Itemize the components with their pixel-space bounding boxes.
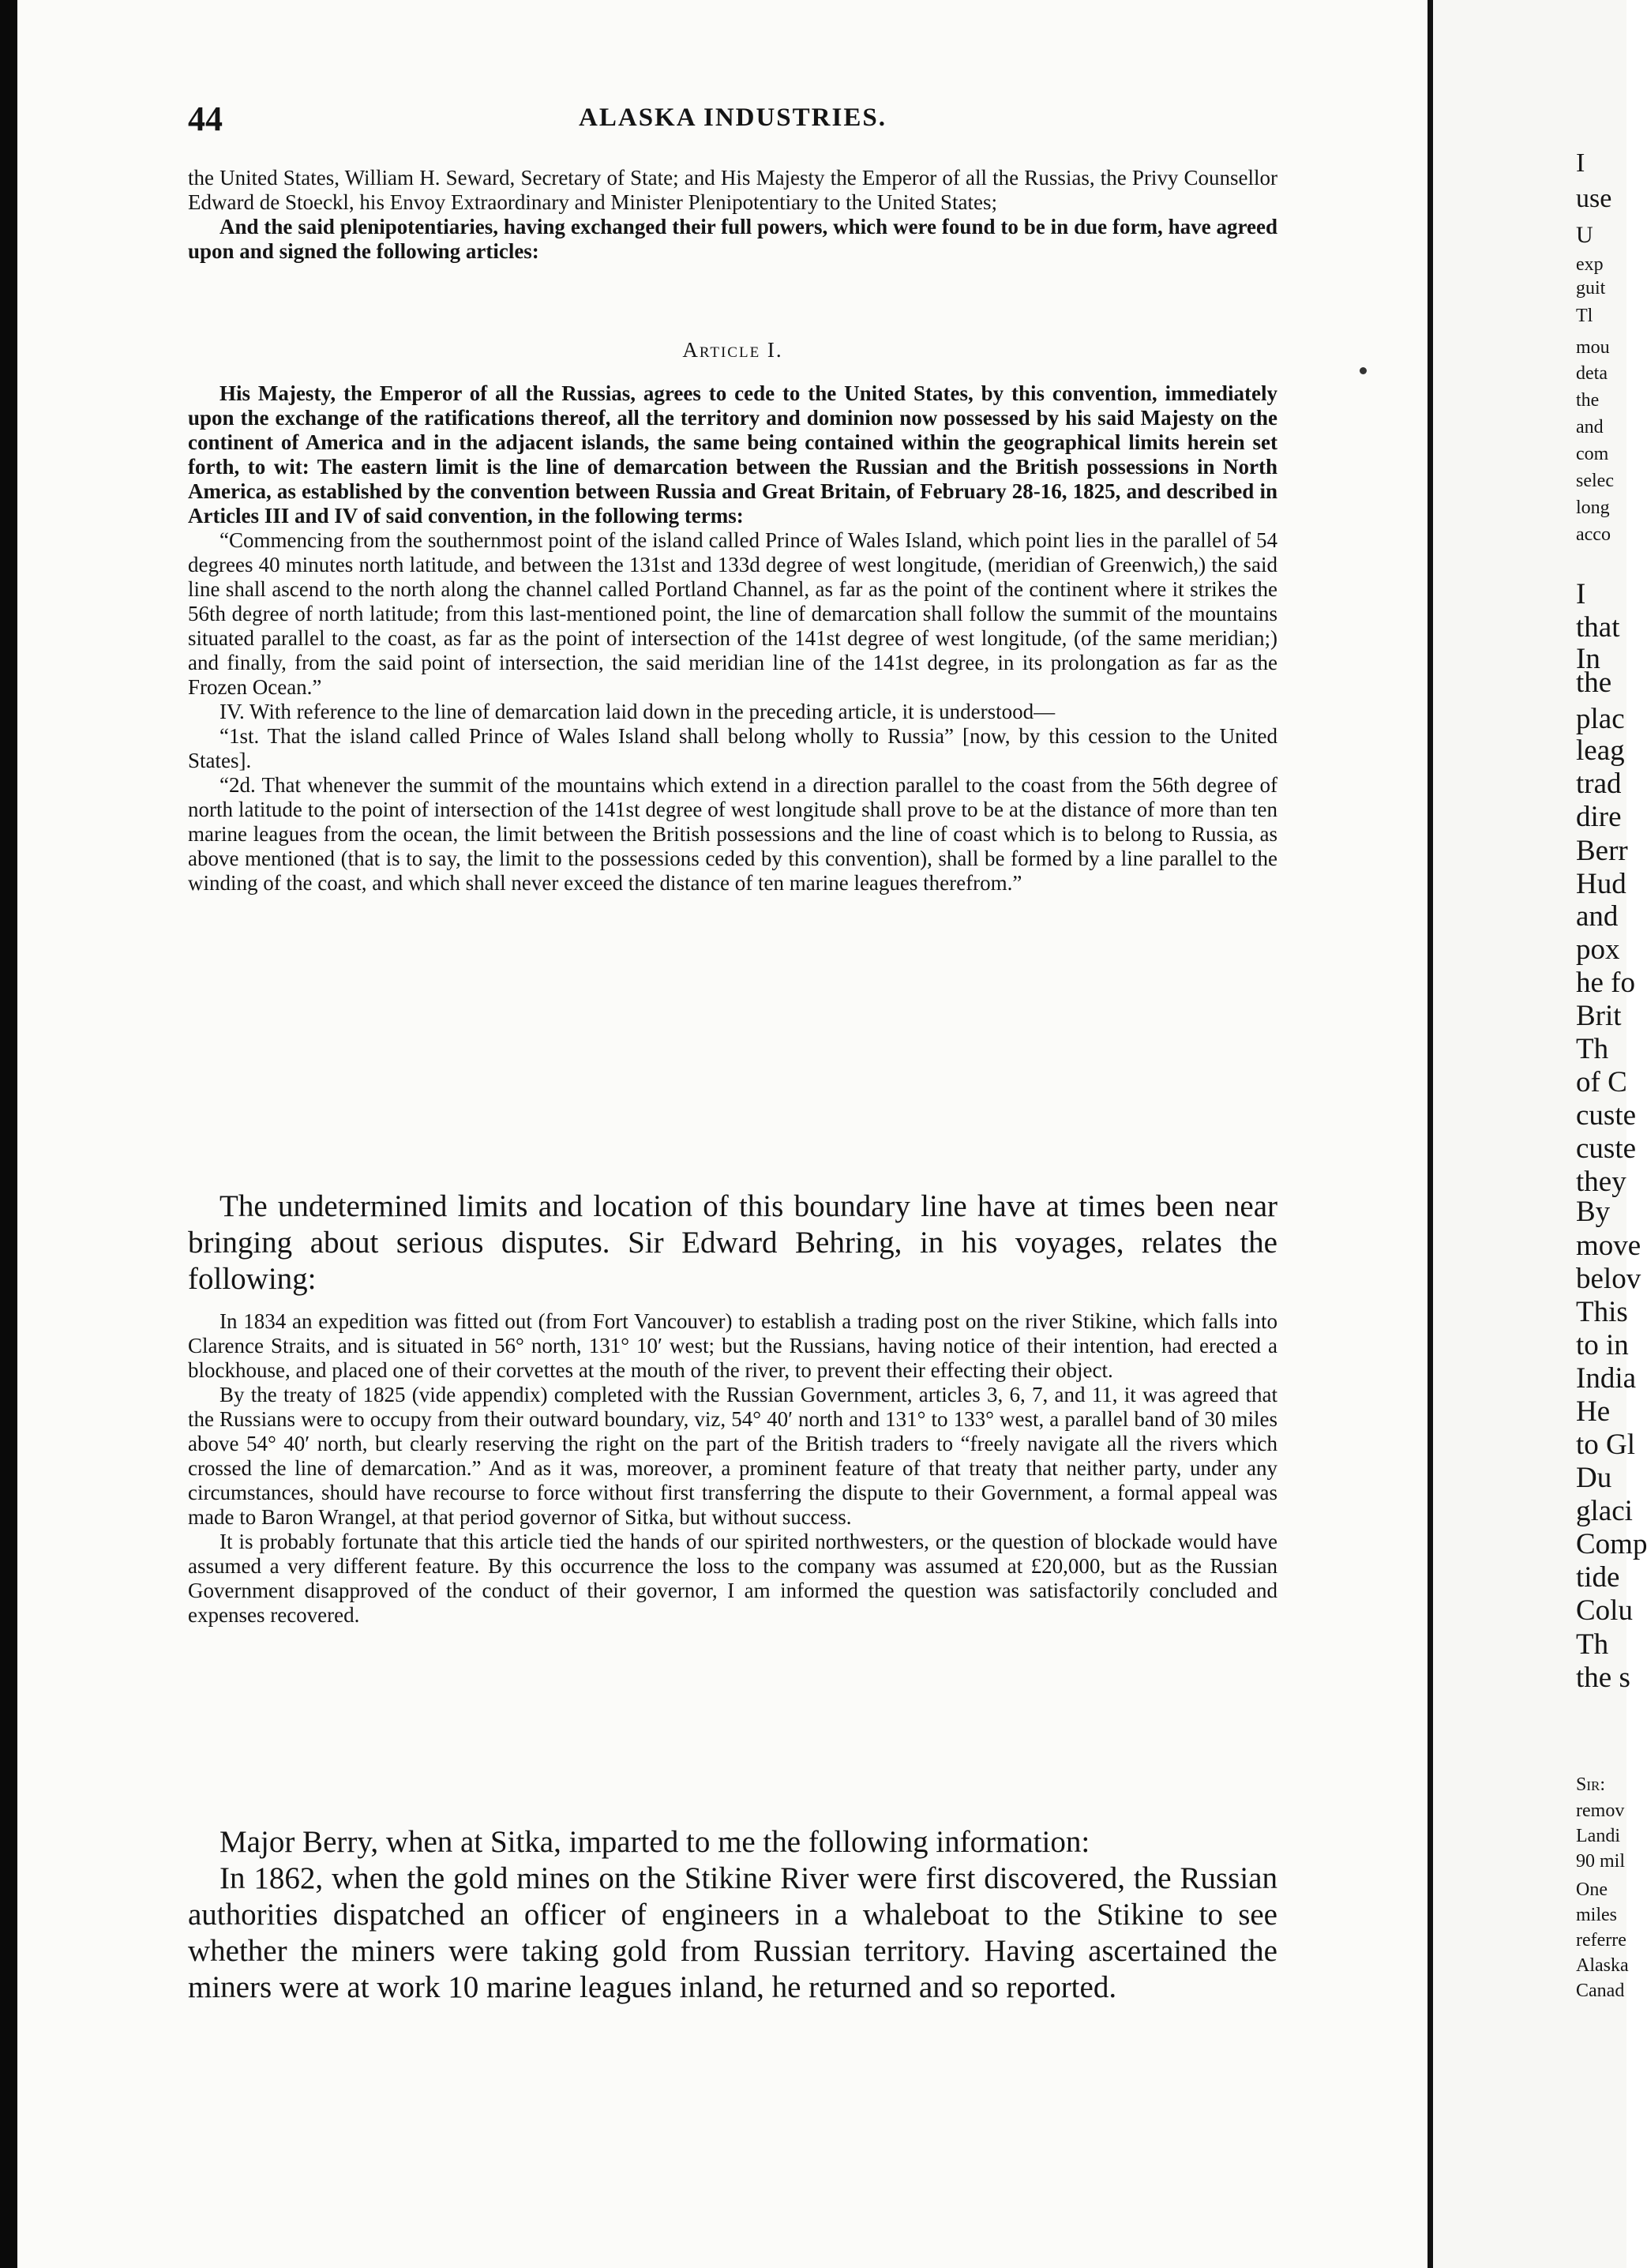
quote-paragraph: By the treaty of 1825 (vide appendix) completed with the Russian Government, articles 3, 6, 7, and 11, it was agreed that the Russians were to occupy from their outward boundary, viz, 54° 40′ north and 131° to 133° west, a parallel band of 30 miles above 54° 40′ north, but clearly reserving the right on the part of the British traders to “freely navigate all the rivers which crossed the line of demarcation.” And as it was, moreover, a prominent feature of that treaty that neither party, under any circumstances, should have recourse to force without first transferring the dispute to their Government, a formal appeal was made to Baron Wrangel, at that period governor of Sitka, but without success. [188, 1383, 1277, 1529]
fragment: the [1576, 667, 1612, 699]
article-title: Article I. [682, 338, 783, 362]
article-heading [188, 338, 1277, 362]
article-paragraph: “2d. That whenever the summit of the mountains which extend in a direction parallel to the coast from the 56th degree of north latitude to the point of intersection of the 141st degree of west longitude shall prove to be at the distance of more than ten marine leagues from the ocean, the limit between the British possessions and the line of coast which is to belong to Russia, as above mentioned (that is to say, the limit to the possessions ceded by this convention), shall be formed by a line parallel to the winding of the coast, and which shall never exceed the distance of ten marine leagues therefrom.” [188, 773, 1277, 895]
fragment: move [1576, 1230, 1641, 1262]
article-paragraph: “Commencing from the southernmost point of the island called Prince of Wales Island, which point lies in the parallel of 54 degrees 40 minutes north latitude, and between the 131st and 133d degree of west longitude, (meridian of Greenwich,) the said line shall ascend to the north along the channel called Portland Channel, as far as the point of the continent where it strikes the 56th degree of north latitude; from this last-mentioned point, the line of demarcation shall follow the summit of the mountains situated parallel to the coast, as far as the point of intersection of the 141st degree of west longitude, (of the same meridian;) and finally, from the said point of intersection, the said meridian line of the 141st degree, in its prolongation as far as the Frozen Ocean.” [188, 528, 1277, 699]
article-paragraph: His Majesty, the Emperor of all the Russias, agrees to cede to the United States, by this convention, immediately upon the exchange of the ratifications thereof, all the territory and dominion now possessed by his said Majesty on the continent of America and in the adjacent islands, the same being contained within the geographical limits herein set forth, to wit: The eastern limit is the line of demarcation between the Russian and the British possessions in North America, as established by the convention between Russia and Great Britain, of February 28-16, 1825, and described in Articles III and IV of said convention, in the following terms: [188, 381, 1277, 528]
fragment: This [1576, 1296, 1628, 1328]
fragment: I [1576, 578, 1586, 610]
book-gutter [1428, 0, 1433, 2268]
fragment: to in [1576, 1329, 1629, 1361]
fragment: custe [1576, 1099, 1637, 1132]
page-number: 44 [188, 100, 223, 138]
fragment: India [1576, 1362, 1637, 1395]
fragment: Sir: [1576, 1774, 1606, 1795]
fragment: custe [1576, 1132, 1637, 1165]
fragment: In [1576, 643, 1600, 675]
fragment: belov [1576, 1263, 1641, 1295]
fragment: guit [1576, 278, 1606, 299]
fragment: Alaska [1576, 1955, 1629, 1976]
fragment: Landi [1576, 1826, 1620, 1846]
fragment: miles [1576, 1905, 1617, 1925]
fragment: Berr [1576, 835, 1628, 867]
body-paragraph: Major Berry, when at Sitka, imparted to me the following information: [219, 1825, 1090, 1859]
intro-paragraph: the United States, William H. Seward, Secretary of State; and His Majesty the Emperor of all the Russias, the Privy Counsellor Edward de Stoeckl, his Envoy Extraordinary and Minister Plenipotentiary to the United States; [188, 166, 1277, 214]
fragment: exp [1576, 254, 1604, 275]
fragment: he fo [1576, 967, 1635, 999]
page-header [188, 99, 1277, 146]
fragment: Brit [1576, 1000, 1622, 1032]
fragment: and [1576, 417, 1604, 437]
intro-paragraph: And the said plenipotentiaries, having exchanged their full powers, which were found to be in due form, have agreed upon and signed the following articles: [188, 215, 1277, 263]
fragment: selec [1576, 471, 1614, 491]
fragment: Tl [1576, 306, 1593, 326]
fragment: Canad [1576, 1981, 1625, 2001]
behring-quote [188, 1309, 1277, 1628]
fragment: use [1576, 184, 1612, 213]
fragment: Th [1576, 1628, 1609, 1661]
fragment: deta [1576, 363, 1608, 384]
fragment: trad [1576, 768, 1622, 800]
fragment: Hud [1576, 868, 1626, 900]
article-paragraph: “1st. That the island called Prince of Wales Island shall belong wholly to Russia” [now, by this cession to the United States]. [188, 724, 1277, 772]
fragment: dire [1576, 801, 1622, 833]
fragment: the [1576, 390, 1600, 411]
fragment: Du [1576, 1462, 1612, 1494]
fragment: I [1576, 148, 1585, 178]
fragment: long [1576, 498, 1610, 518]
body-paragraph: In 1862, when the gold mines on the Stikine River were first discovered, the Russian authorities dispatched an officer of engineers in a whaleboat to the Stikine to see whether the miners were taking gold from Russian territory. Having ascertained the miners were at work 10 marine leagues inland, he returned and so reported. [188, 1861, 1277, 2004]
running-head: ALASKA INDUSTRIES. [579, 103, 887, 132]
fragment: 90 mil [1576, 1851, 1626, 1872]
fragment: pox [1576, 933, 1620, 966]
fragment: U [1576, 222, 1593, 248]
fragment: One [1576, 1879, 1608, 1900]
fragment: acco [1576, 524, 1611, 545]
fragment: remov [1576, 1801, 1625, 1821]
fragment: referre [1576, 1930, 1626, 1951]
quote-paragraph: In 1834 an expedition was fitted out (from Fort Vancouver) to establish a trading post on the river Stikine, which falls into Clarence Straits, and is situated in 56° north, 131° 10′ west; but the Russians, having notice of their intention, had erected a blockhouse, and placed one of their corvettes at the mouth of the river, to prevent their effecting their object. [188, 1309, 1277, 1382]
fragment: Th [1576, 1033, 1609, 1065]
body-text-1 [188, 1188, 1277, 1297]
fragment: plac [1576, 703, 1625, 735]
fragment: Comp [1576, 1528, 1647, 1560]
fragment: By [1576, 1196, 1611, 1228]
article-paragraph: IV. With reference to the line of demarcation laid down in the preceding article, it is understood— [219, 700, 1056, 723]
fragment: that [1576, 611, 1620, 644]
treaty-intro [188, 166, 1277, 264]
fragment: the s [1576, 1662, 1630, 1694]
fragment: mou [1576, 337, 1610, 358]
body-paragraph: The undetermined limits and location of this boundary line have at times been near bringing about serious disputes. Sir Edward Behring, in his voyages, relates the following: [188, 1189, 1277, 1296]
fragment: glaci [1576, 1495, 1633, 1527]
scan-edge-left [0, 0, 17, 2268]
article-text [188, 381, 1277, 896]
fragment: leag [1576, 734, 1625, 767]
fragment: and [1576, 900, 1619, 933]
fragment: Colu [1576, 1594, 1633, 1627]
fragment: tide [1576, 1561, 1620, 1594]
fragment: to Gl [1576, 1429, 1636, 1461]
fragment: com [1576, 444, 1609, 464]
body-text-2 [188, 1824, 1277, 2006]
fragment: of C [1576, 1066, 1627, 1098]
quote-paragraph: It is probably fortunate that this article tied the hands of our spirited northwesters, or the question of blockade would have assumed a very different feature. By this occurrence the loss to the company was assumed at £20,000, but as the Russian Government disapproved of the conduct of their governor, I am informed the question was satisfactorily concluded and expenses recovered. [188, 1530, 1277, 1627]
scan-speck [1360, 367, 1367, 374]
fragment: He [1576, 1395, 1611, 1428]
fragment: they [1576, 1166, 1626, 1198]
